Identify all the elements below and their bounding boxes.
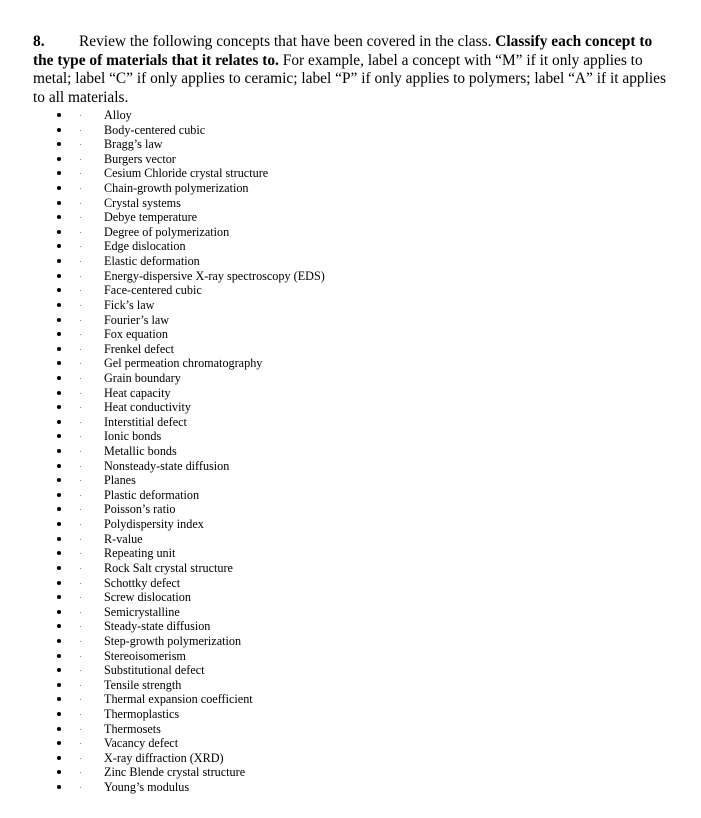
dot-marker-icon: [80, 320, 81, 321]
dot-marker-icon: [80, 772, 81, 773]
concept-label: Step-growth polymerization: [104, 633, 242, 648]
dot-marker-icon: [80, 758, 81, 759]
concept-list: [0, 108, 701, 795]
dot-marker-icon: [80, 699, 81, 700]
concept-label: Face-centered cubic: [104, 283, 202, 298]
bullet-icon: [57, 244, 61, 248]
dot-marker-icon: [80, 743, 81, 744]
bullet-icon: [57, 464, 61, 468]
bullet-icon: [57, 303, 61, 307]
bullet-icon: [57, 434, 61, 438]
concept-label: Degree of polymerization: [104, 224, 230, 239]
concept-label: Energy-dispersive X-ray spectroscopy (EDS): [104, 268, 325, 283]
concept-item: [0, 210, 701, 225]
bullet-icon: [57, 770, 61, 774]
bullet-icon: [57, 186, 61, 190]
concept-label: Body-centered cubic: [104, 122, 206, 137]
concept-item: [0, 619, 701, 634]
bullet-icon: [57, 142, 61, 146]
concept-item: [0, 780, 701, 795]
concept-label: Alloy: [104, 108, 132, 122]
concept-item: [0, 722, 701, 737]
dot-marker-icon: [80, 466, 81, 467]
bullet-icon: [57, 507, 61, 511]
bullet-icon: [57, 376, 61, 380]
concept-item: [0, 663, 701, 678]
dot-marker-icon: [80, 524, 81, 525]
concept-label: Fick’s law: [104, 297, 155, 312]
concept-label: Debye temperature: [104, 210, 198, 225]
concept-item: [0, 444, 701, 459]
concept-label: Semicrystalline: [104, 604, 180, 619]
concept-item: [0, 356, 701, 371]
bullet-icon: [57, 595, 61, 599]
concept-item: [0, 634, 701, 649]
concept-label: Gel permeation chromatography: [104, 356, 263, 371]
concept-label: Heat capacity: [104, 385, 171, 400]
concept-item: [0, 605, 701, 620]
dot-marker-icon: [80, 685, 81, 686]
concept-label: Fox equation: [104, 327, 168, 342]
bullet-icon: [57, 785, 61, 789]
concept-item: [0, 108, 701, 123]
bullet-icon: [57, 478, 61, 482]
dot-marker-icon: [80, 144, 81, 145]
concept-label: Thermal expansion coefficient: [104, 692, 253, 707]
concept-item: [0, 239, 701, 254]
dot-marker-icon: [80, 670, 81, 671]
concept-label: R-value: [104, 531, 143, 546]
concept-label: Rock Salt crystal structure: [104, 560, 233, 575]
concept-label: Cesium Chloride crystal structure: [104, 166, 269, 181]
bullet-icon: [57, 128, 61, 132]
bullet-icon: [57, 215, 61, 219]
concept-item: [0, 473, 701, 488]
dot-marker-icon: [80, 626, 81, 627]
dot-marker-icon: [80, 276, 81, 277]
dot-marker-icon: [80, 787, 81, 788]
dot-marker-icon: [80, 203, 81, 204]
concept-label: Fourier’s law: [104, 312, 170, 327]
bullet-icon: [57, 259, 61, 263]
concept-label: Substitutional defect: [104, 663, 205, 678]
question-bold-instruction: Classify each concept to the type of materials that it relates to.: [33, 33, 653, 69]
concept-item: [0, 736, 701, 751]
concept-item: [0, 371, 701, 386]
concept-label: Vacancy defect: [104, 736, 179, 751]
bullet-icon: [57, 113, 61, 117]
concept-label: Stereoisomerism: [104, 648, 186, 663]
dot-marker-icon: [80, 729, 81, 730]
concept-item: [0, 327, 701, 342]
concept-label: Burgers vector: [104, 151, 176, 166]
dot-marker-icon: [80, 553, 81, 554]
concept-item: [0, 502, 701, 517]
bullet-icon: [57, 391, 61, 395]
dot-marker-icon: [80, 217, 81, 218]
concept-item: [0, 590, 701, 605]
bullet-icon: [57, 683, 61, 687]
concept-item: [0, 166, 701, 181]
dot-marker-icon: [80, 407, 81, 408]
concept-label: Repeating unit: [104, 546, 176, 561]
bullet-icon: [57, 332, 61, 336]
dot-marker-icon: [80, 261, 81, 262]
bullet-icon: [57, 347, 61, 351]
bullet-icon: [57, 727, 61, 731]
concept-label: Planes: [104, 473, 136, 488]
concept-item: [0, 196, 701, 211]
bullet-icon: [57, 566, 61, 570]
dot-marker-icon: [80, 349, 81, 350]
concept-label: Screw dislocation: [104, 590, 191, 605]
dot-marker-icon: [80, 363, 81, 364]
concept-label: Thermoplastics: [104, 706, 180, 721]
concept-item: [0, 283, 701, 298]
concept-item: [0, 649, 701, 664]
concept-label: Interstitial defect: [104, 414, 187, 429]
dot-marker-icon: [80, 188, 81, 189]
bullet-icon: [57, 756, 61, 760]
bullet-icon: [57, 537, 61, 541]
concept-label: Steady-state diffusion: [104, 619, 211, 634]
concept-label: Polydispersity index: [104, 517, 204, 532]
dot-marker-icon: [80, 583, 81, 584]
concept-item: [0, 269, 701, 284]
dot-marker-icon: [80, 597, 81, 598]
concept-label: Ionic bonds: [104, 429, 162, 444]
bullet-icon: [57, 712, 61, 716]
concept-item: [0, 123, 701, 138]
concept-item: [0, 707, 701, 722]
dot-marker-icon: [80, 115, 81, 116]
concept-item: [0, 532, 701, 547]
bullet-icon: [57, 171, 61, 175]
bullet-icon: [57, 318, 61, 322]
dot-marker-icon: [80, 656, 81, 657]
concept-label: Chain-growth polymerization: [104, 181, 249, 196]
bullet-icon: [57, 201, 61, 205]
bullet-icon: [57, 697, 61, 701]
concept-label: Schottky defect: [104, 575, 181, 590]
question-paragraph: [33, 33, 673, 107]
bullet-icon: [57, 274, 61, 278]
bullet-icon: [57, 361, 61, 365]
dot-marker-icon: [80, 393, 81, 394]
concept-label: Heat conductivity: [104, 400, 191, 415]
question-labeling-rules: For example, label a concept with “M” if it only applies to metal; label “C” if only applies to ceramic; label “P” if only applies to polymers; label “A” if it applies to all materials.: [33, 51, 666, 106]
concept-item: [0, 298, 701, 313]
dot-marker-icon: [80, 130, 81, 131]
concept-item: [0, 415, 701, 430]
concept-item: [0, 678, 701, 693]
concept-item: [0, 488, 701, 503]
dot-marker-icon: [80, 539, 81, 540]
concept-item: [0, 254, 701, 269]
concept-label: Frenkel defect: [104, 341, 175, 356]
bullet-icon: [57, 610, 61, 614]
bullet-icon: [57, 551, 61, 555]
bullet-icon: [57, 654, 61, 658]
concept-label: Zinc Blende crystal structure: [104, 765, 246, 780]
dot-marker-icon: [80, 246, 81, 247]
bullet-icon: [57, 624, 61, 628]
concept-label: Bragg’s law: [104, 137, 163, 152]
dot-marker-icon: [80, 612, 81, 613]
bullet-icon: [57, 230, 61, 234]
concept-item: [0, 429, 701, 444]
dot-marker-icon: [80, 509, 81, 510]
bullet-icon: [57, 668, 61, 672]
dot-marker-icon: [80, 378, 81, 379]
concept-label: Metallic bonds: [104, 444, 177, 459]
dot-marker-icon: [80, 159, 81, 160]
bullet-icon: [57, 420, 61, 424]
concept-label: Tensile strength: [104, 677, 182, 692]
concept-item: [0, 765, 701, 780]
concept-label: Nonsteady-state diffusion: [104, 458, 230, 473]
concept-item: [0, 561, 701, 576]
concept-item: [0, 692, 701, 707]
concept-label: Poisson’s ratio: [104, 502, 176, 517]
concept-label: Young’s modulus: [104, 780, 190, 795]
dot-marker-icon: [80, 641, 81, 642]
concept-item: [0, 546, 701, 561]
concept-label: Edge dislocation: [104, 239, 186, 254]
dot-marker-icon: [80, 436, 81, 437]
concept-label: X-ray diffraction (XRD): [104, 750, 224, 765]
bullet-icon: [57, 581, 61, 585]
dot-marker-icon: [80, 305, 81, 306]
concept-label: Elastic deformation: [104, 254, 200, 269]
bullet-icon: [57, 405, 61, 409]
concept-label: Crystal systems: [104, 195, 181, 210]
concept-item: [0, 400, 701, 415]
concept-item: [0, 576, 701, 591]
question-intro: Review the following concepts that have been covered in the class.: [79, 33, 492, 50]
concept-item: [0, 137, 701, 152]
dot-marker-icon: [80, 290, 81, 291]
bullet-icon: [57, 288, 61, 292]
dot-marker-icon: [80, 495, 81, 496]
concept-item: [0, 386, 701, 401]
dot-marker-icon: [80, 480, 81, 481]
dot-marker-icon: [80, 173, 81, 174]
dot-marker-icon: [80, 334, 81, 335]
concept-label: Grain boundary: [104, 370, 181, 385]
concept-label: Plastic deformation: [104, 487, 200, 502]
bullet-icon: [57, 493, 61, 497]
dot-marker-icon: [80, 232, 81, 233]
bullet-icon: [57, 522, 61, 526]
concept-item: [0, 342, 701, 357]
concept-item: [0, 225, 701, 240]
concept-item: [0, 459, 701, 474]
dot-marker-icon: [80, 714, 81, 715]
concept-item: [0, 313, 701, 328]
concept-item: [0, 517, 701, 532]
dot-marker-icon: [80, 451, 81, 452]
concept-label: Thermosets: [104, 721, 161, 736]
concept-item: [0, 181, 701, 196]
bullet-icon: [57, 639, 61, 643]
dot-marker-icon: [80, 422, 81, 423]
dot-marker-icon: [80, 568, 81, 569]
concept-item: [0, 152, 701, 167]
bullet-icon: [57, 741, 61, 745]
bullet-icon: [57, 449, 61, 453]
question-number: 8.: [33, 33, 45, 50]
concept-item: [0, 751, 701, 766]
bullet-icon: [57, 157, 61, 161]
